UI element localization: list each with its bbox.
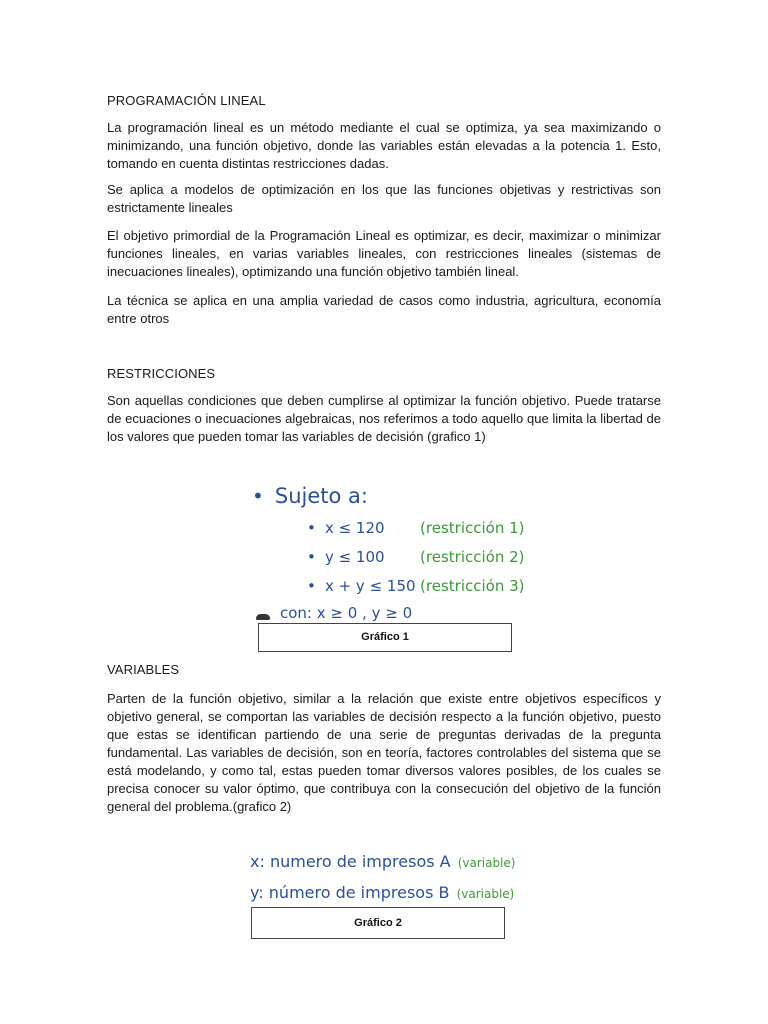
variable-text: y: número de impresos B bbox=[250, 883, 450, 902]
constraint-item bbox=[307, 547, 525, 566]
bullet-icon: • bbox=[307, 548, 316, 566]
heading-programacion-lineal: PROGRAMACIÓN LINEAL bbox=[107, 93, 266, 108]
bullet-icon: • bbox=[307, 519, 316, 537]
figure1-title-line bbox=[252, 484, 368, 508]
paragraph-application: Se aplica a modelos de optimización en los que las funciones objetivas y restrictivas son estrictamente lineales bbox=[107, 182, 661, 215]
constraint-note: (restricción 1) bbox=[420, 519, 525, 537]
paragraph-objective: El objetivo primordial de la Programación Lineal es optimizar, es decir, maximizar o minimizar funciones lineales, en varias variables lineales, con restricciones lineales (sistemas de inecuaciones lineales), optimizando una función objetivo también lineal. bbox=[107, 228, 661, 279]
figure2-caption: Gráfico 2 bbox=[251, 907, 505, 939]
bullet-icon: • bbox=[252, 484, 264, 508]
paragraph-definition: La programación lineal es un método mediante el cual se optimiza, ya sea maximizando o minimizando, una función objetivo, donde las variables están elevadas a la potencia 1. Esto, tomando en cuenta distintas restricciones dadas. bbox=[107, 120, 661, 171]
paragraph-restricciones: Son aquellas condiciones que deben cumplirse al optimizar la función objetivo. Puede tratarse de ecuaciones o inecuaciones algebraicas, nos referimos a todo aquello que limita la libertad de los valores que pueden tomar las variables de decisión (grafico 1) bbox=[107, 393, 661, 444]
heading-variables: VARIABLES bbox=[107, 662, 180, 677]
paragraph-technique: La técnica se aplica en una amplia variedad de casos como industria, agricultura, economía entre otros bbox=[107, 293, 661, 326]
variable-definition bbox=[250, 883, 514, 902]
heading-restricciones: RESTRICCIONES bbox=[107, 366, 216, 381]
constraint-item bbox=[307, 518, 525, 537]
bullet-mark-icon bbox=[256, 614, 270, 620]
constraint-expression: x + y ≤ 150 bbox=[324, 577, 416, 595]
constraint-item bbox=[307, 576, 525, 595]
constraint-expression: x ≤ 120 bbox=[324, 519, 385, 537]
variable-note: (variable) bbox=[457, 856, 516, 870]
variable-text: x: numero de impresos A bbox=[250, 852, 451, 871]
figure1-caption: Gráfico 1 bbox=[258, 623, 512, 652]
variable-note: (variable) bbox=[456, 887, 515, 901]
constraint-note: (restricción 2) bbox=[420, 548, 525, 566]
bullet-icon: • bbox=[307, 577, 316, 595]
constraint-expression: y ≤ 100 bbox=[324, 548, 385, 566]
constraint-note: (restricción 3) bbox=[420, 577, 525, 595]
variable-definition bbox=[250, 852, 515, 871]
nonnegativity-line: con: x ≥ 0 , y ≥ 0 bbox=[280, 604, 413, 622]
paragraph-variables: Parten de la función objetivo, similar a la relación que existe entre objetivos específicos y objetivo general, se comportan las variables de decisión respecto a la función objetivo, puesto que estas se identifican partiendo de una serie de preguntas derivadas de la pregunta fundamental. Las variables de decisión, son en teoría, factores controlables del sistema que se está modelando, y como tal, estas pueden tomar diversos valores posibles, de los cuales se precisa conocer su valor óptimo, que contribuya con la consecución del objetivo de la función general del problema.(grafico 2) bbox=[107, 691, 661, 814]
figure1-title: Sujeto a: bbox=[274, 484, 368, 508]
